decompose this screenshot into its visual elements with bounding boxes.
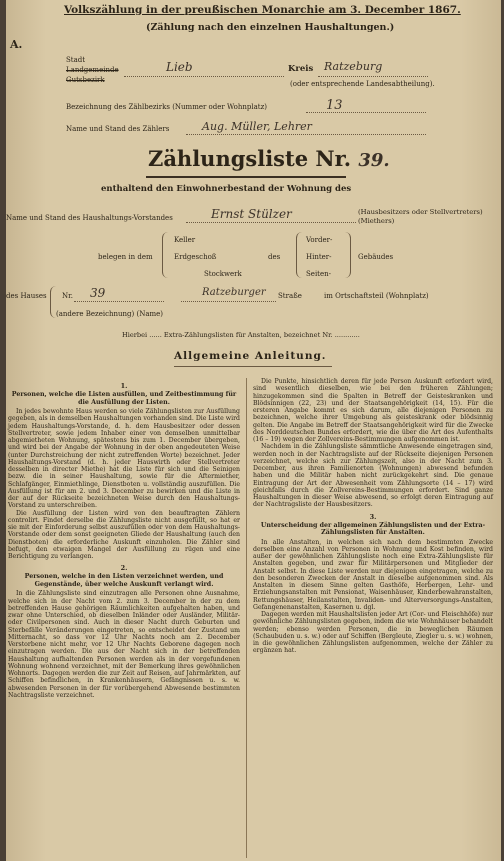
kreis-label: Kreis (288, 64, 314, 74)
left-paragraph: In jedes bewohnte Haus werden so viele Zählungslisten zur Ausfüllung gegeben, als in demselben Haushaltungen vorhanden sind. Die Liste wird jedem Haushaltungs-Vorstande, d. h. dem Hausbesitzer oder dessen Stellvertreter, sowie jedem Inhaber einer von demselben unmittelbar abgemietheten Wohnung, spätestens bis zum 1. December übergeben, und wird bei der Angabe der Wohnung in der oben angedeuteten Weise (unter Durchstreichung der nicht zutreffenden Worte) bezeichnet. Jeder Haushaltungs-Vorstand (d. h. jeder Hauswirth oder Stellvertreter desselben in directer Miethe) hat die Liste für sich und die Seinigen bezw. die in seiner Haushaltung, sowie für die Aftermiether, Schlafgänger, Einmiethlinge, Dienstboten u. vollständig auszufüllen. Die Ausfüllung ist für am 2. und 3. December zu bewirken und die Liste in der auf der Rückseite bezeichneten Weise durch den Haushaltungs-Vorstand zu unterschreiben. (8, 408, 240, 510)
hinter-label: Hinter- (306, 253, 332, 261)
right-column (253, 378, 493, 655)
zaehler-line (186, 134, 426, 135)
vorstand-line (186, 222, 356, 223)
place-value[interactable]: Lieb (166, 60, 193, 74)
gebaeudes-label: Gebäudes (358, 253, 394, 261)
vorstand-label: Name und Stand des Haushaltungs-Vorstandes (6, 214, 173, 222)
place-line (124, 76, 284, 77)
besitzer-note: (Hausbesitzers oder Stellvertreters) (Miethers) (358, 208, 483, 225)
right-section-number: 3. (369, 512, 377, 521)
left-section-heading: Personen, welche in den Listen verzeichnet werden, und Gegenstände, über welche Auskunft verlangt wird. (24, 573, 224, 588)
left-section-number: 1. (120, 382, 128, 390)
gelegen-brace (162, 232, 171, 278)
nr-value[interactable]: 39 (90, 286, 106, 300)
strasse-value[interactable]: Ratzeburger (202, 287, 266, 298)
zaehler-value[interactable]: Aug. Müller, Lehrer (202, 120, 312, 133)
bezeichnung-label: (andere Bezeichnung) (Name) (56, 310, 164, 318)
zaehler-label: Name und Stand des Zählers (66, 125, 170, 133)
right-section-heading: Unterscheidung der allgemeinen Zählungslisten und der Extra-Zählungslisten für Anstalten. (260, 521, 486, 536)
section-divider (174, 366, 332, 367)
left-section-heading: Personen, welche die Listen ausfüllen, und Zeitbestimmung für die Ausfüllung der Listen. (11, 391, 237, 406)
list-title (148, 146, 390, 171)
gelegen-label: belegen in dem (98, 253, 153, 261)
bezirk-value[interactable]: 13 (326, 98, 343, 113)
bezirk-label: Bezeichnung des Zählbezirks (Nummer oder Wohnplatz) (66, 103, 268, 111)
kreis-value[interactable]: Ratzeburg (324, 60, 383, 73)
strasse-line (181, 301, 276, 302)
kreis-note: (oder entsprechende Landesabtheilung). (290, 80, 435, 88)
keller-label: Keller (174, 236, 196, 244)
vorstand-value[interactable]: Ernst Stülzer (211, 207, 292, 221)
section-title: Allgemeine Anleitung. (174, 350, 327, 362)
hierbei-line: Hierbei ...... Extra-Zählungslisten für Anstalten, bezeichnet Nr. ............ (122, 331, 360, 339)
gebaeude-brace-right (342, 232, 351, 278)
kreis-line (318, 76, 428, 77)
stadt-label: Stadt (66, 56, 86, 64)
left-section-number: 2. (120, 564, 128, 573)
vorder-label: Vorder- (306, 236, 333, 244)
list-caption: enthaltend den Einwohnerbestand der Wohnung des (101, 184, 352, 194)
form-subtitle: (Zählung nach den einzelnen Haushaltungen.) (146, 22, 395, 33)
right-paragraph: Die Punkte, hinsichtlich deren für jede Person Auskunft erfordert wird, sind wesentlich dieselben, wie bei den früheren Zählungen; hinzugekommen sind die Spalten in Betreff der Geisteskranken und Blödsinnigen (22, 23) und der Staatsangehörigkeit (14, 15). Für die ersteren Angabe kommt es sich darum, alle diejenigen Personen zu bezeichnen, welche ihrer Umgebung als geisteskrank oder blödsinnig gelten. Die Angabe im Betreff der Staatsangehörigkeit wird für die Zwecke des Norddeutschen Bundes erfordert, wie die über die Art des Aufenthalts (16 – 19) wegen der Zollvereins-Bestimmungen aufgenommen ist. (253, 378, 493, 443)
left-paragraph: Die Ausfüllung der Listen wird von den beauftragten Zählern controlirt. Findet derselbe die Zählungsliste nicht ausgefüllt, so hat er sie mit der Einforderung selbst auszufüllen oder von dem Haushaltungs-Vorstande oder dem sonst geeigneten Gliede der Haushaltung (auch den Dienstboten) die erforderliche Auskunft einzuholen. Die Zähler sind befugt, den etwaigen Mangel der Ausfüllung zu rügen und eine Berichtigung zu verlangen. (8, 509, 240, 560)
erdgeschoss-label: Erdgeschoß (174, 253, 217, 261)
nr-label: Nr. (62, 292, 73, 300)
form-title: Volkszählung in der preußischen Monarchie am 3. December 1867. (64, 4, 461, 16)
column-divider (246, 378, 247, 858)
right-paragraph: Dagegen werden mit Haushaltslisten jeder Art (Cor- und Fleischhöfe) nur gewöhnliche Zählungslisten gegeben, indem die wie Wohnhäuser behandelt werden; ebenso werden Personen, die in beweglichen Räumen (Schaubuden u. s. w.) oder auf Schiffen (Bergleute, Ziegler u. s. w.) wohnen, in die gewöhnlichen Zählungslisten aufgenommen, welche der Zähler zu ergänzen hat. (253, 611, 493, 655)
nr-line (74, 301, 164, 302)
landgemeinde-label: Landgemeinde (66, 66, 119, 74)
hauses-label: des Hauses (6, 292, 47, 300)
list-number[interactable]: 39. (358, 150, 390, 171)
form-letter: A. (10, 38, 23, 51)
ortschaft-label: im Ortschaftsteil (Wohnplatz) (324, 292, 429, 300)
hauses-brace (50, 286, 57, 318)
gebaeude-brace (296, 232, 305, 278)
bezirk-line (306, 112, 426, 113)
list-title-text: Zählungsliste Nr. (148, 146, 352, 171)
stockwerk-label: Stockwerk (204, 270, 242, 278)
left-paragraph: In die Zählungsliste sind einzutragen alle Personen ohne Ausnahme, welche sich in der Nacht vom 2. zum 3. December in der zu dem betreffenden Hause gehörigen Räumlichkeiten aufgehalten haben, und zwar ohne Unterschied, ob dieselben Inländer oder Ausländer, Militär- oder Civilpersonen sind. Auch in dieser Nacht durch Geburten und Sterbefälle Veränderungen eingetreten, so entscheidet der Zustand um Mitternacht, so dass vor 12 Uhr Nachts noch am 2. December Verstorbene nicht mehr, vor 12 Uhr Nachts Geborene dagegen noch einzutragen werden. Die aus der Nacht sich in der betreffenden Haushaltung aufhaltenden Personen werden als in der vorgefundenen Wohnung wohnend verzeichnet, mit der Bemerkung ihres gewöhnlichen Wohnorts. Dagegen werden die zur Zeit auf Reisen, auf Jahrmärkten, auf Schiffen befindlichen, in Krankenhäusern, Gefängnissen u. s. w. abwesenden Personen in der für vorübergehend Abwesende bestimmten Nachtragsliste verzeichnet. (8, 590, 240, 699)
left-column (8, 378, 240, 699)
right-paragraph: Nachdem in die Zählungsliste sämmtliche Anwesende eingetragen sind, werden noch in der Nachtragsliste auf der Rückseite diejenigen Personen verzeichnet, welche sich zur Zählungszeit, also in der Nacht zum 3. December, aus ihren Familienorten (Wohnungen) abwesend befunden haben und die Militär haben nicht zurückgekehrt sind. Die genaue Eintragung der Art der Abwesenheit vom Zählungsorte (14 – 17) wird gleichfalls durch die Zollvereins-Bestimmungen erfordert. Sind ganze Haushaltungen in dieser Weise abwesend, so erfolgt deren Eintragung auf der Nachtragsliste der Hausbesitzers. (253, 443, 493, 509)
strasse-label: Straße (278, 292, 302, 300)
title-underline (146, 176, 346, 178)
right-paragraph: In alle Anstalten, in welchen sich nach dem bestimmten Zwecke derselben eine Anzahl von Personen in Wohnung und Kost befinden, wird außer der gewöhnlichen Zählungsliste noch eine Extra-Zählungsliste für Anstalten gegeben, und zwar für Militärpersonen und Mitglieder der Anstalt selbst. In diese Liste werden nur diejenigen eingetragen, welche zu den besonderen Zwecken der Anstalt in dieselbe aufgenommen sind. Als Anstalten in diesem Sinne gelten Gasthöfe, Herbergen, Lehr- und Erziehungsanstalten mit Pensionat, Waisenhäuser, Kinderbewahranstalten, Rettungshäuser, Heilanstalten, Invaliden- und Alterversorgungs-Anstalten, Gefangenenanstalten, Kasernen u. dgl. (253, 538, 493, 611)
gutsbezirk-label: Gutsbezirk (66, 76, 105, 84)
seiten-label: Seiten- (306, 270, 332, 278)
census-form-page (6, 0, 501, 861)
des-label: des (268, 253, 281, 261)
